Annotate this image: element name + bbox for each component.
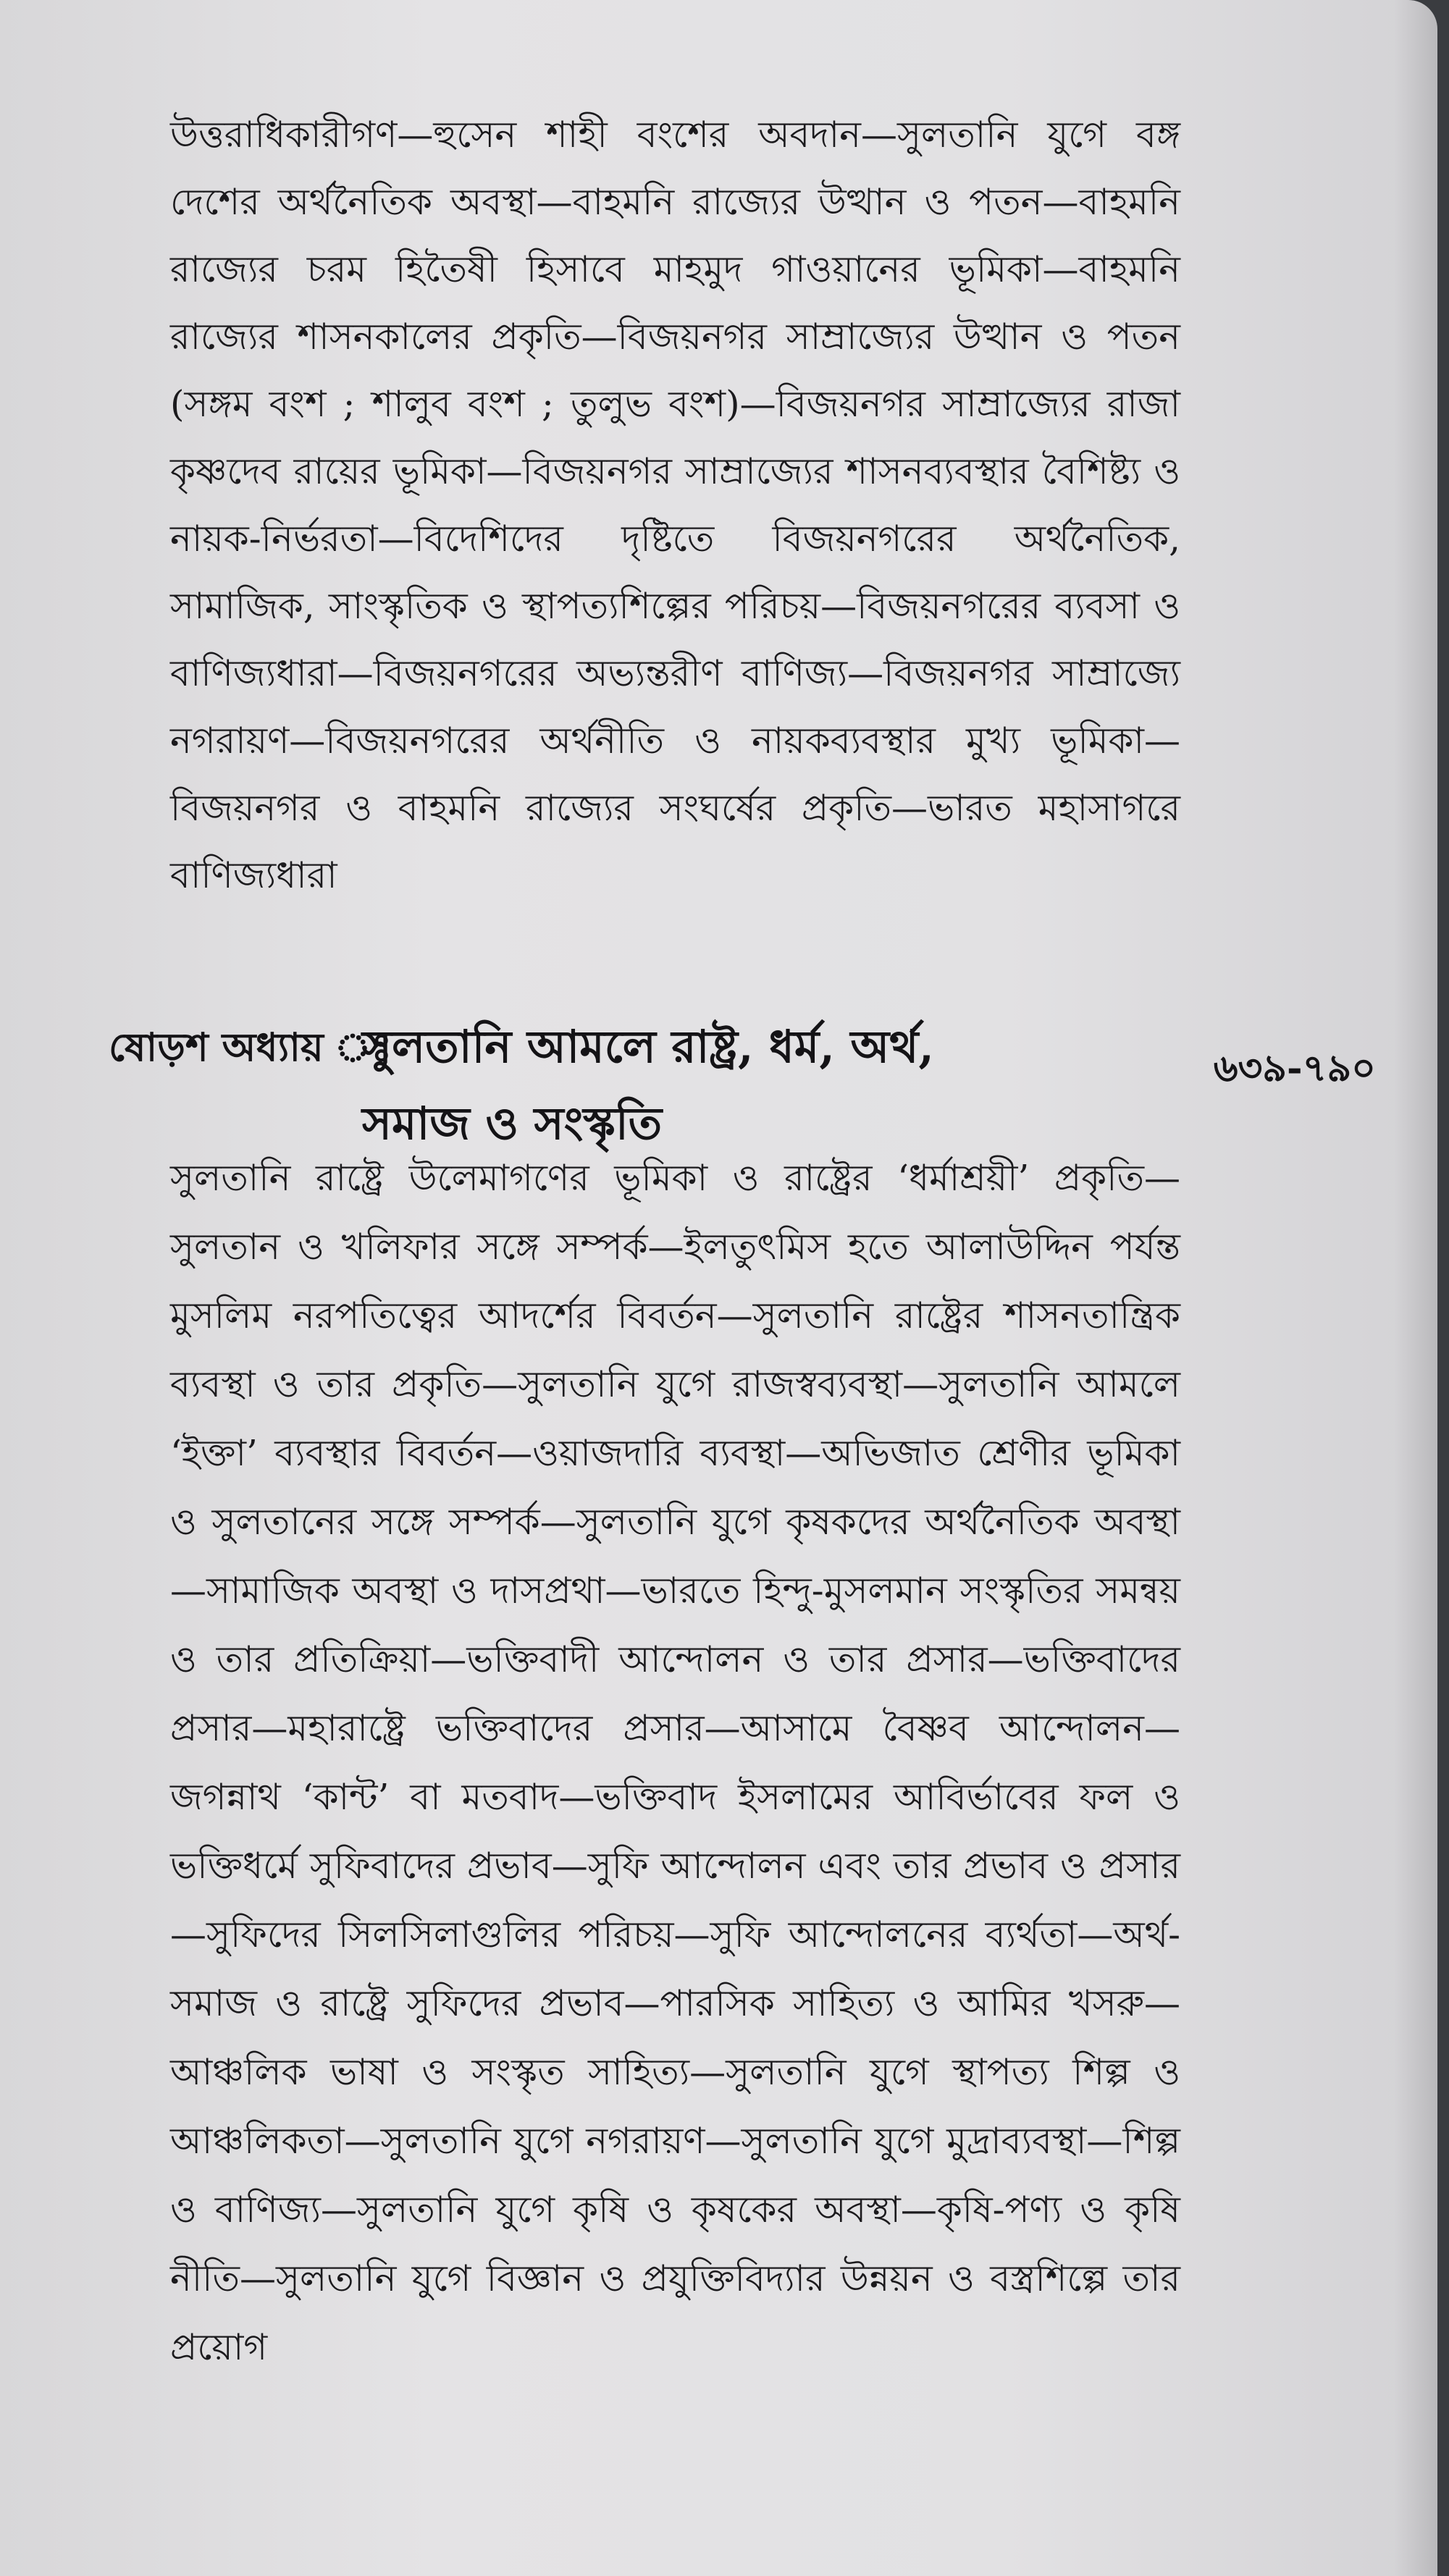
- chapter-page-range: ৬৩৯-৭৯০: [1213, 1046, 1376, 1090]
- chapter-heading: [109, 1017, 1376, 1162]
- chapter-title-line-2: সমাজ ও সংস্কৃতি: [362, 1097, 663, 1150]
- chapter-contents: সুলতানি রাষ্ট্রে উলেমাগণের ভূমিকা ও রাষ্ট্রের ‘ধর্মাশ্রয়ী’ প্রকৃতি—সুলতান ও খলিফার সঙ্গে সম্পর্ক—ইলতুৎমিস হতে আলাউদ্দিন পর্যন্ত মুসলিম নরপতিত্বের আদর্শের বিবর্তন—সুলতানি রাষ্ট্রের শাসনতান্ত্রিক ব্যবস্থা ও তার প্রকৃতি—সুলতানি যুগে রাজস্বব্যবস্থা—সুলতানি আমলে ‘ইক্তা’ ব্যবস্থার বিবর্তন—ওয়াজদারি ব্যবস্থা—অভিজাত শ্রেণীর ভূমিকা ও সুলতানের সঙ্গে সম্পর্ক—সুলতানি যুগে কৃষকদের অর্থনৈতিক অবস্থা—সামাজিক অবস্থা ও দাসপ্রথা—ভারতে হিন্দু-মুসলমান সংস্কৃতির সমন্বয় ও তার প্রতিক্রিয়া—ভক্তিবাদী আন্দোলন ও তার প্রসার—ভক্তিবাদের প্রসার—মহারাষ্ট্রে ভক্তিবাদের প্রসার—আসামে বৈষ্ণব আন্দোলন—জগন্নাথ ‘কান্ট’ বা মতবাদ—ভক্তিবাদ ইসলামের আবির্ভাবের ফল ও ভক্তিধর্মে সুফিবাদের প্রভাব—সুফি আন্দোলন এবং তার প্রভাব ও প্রসার—সুফিদের সিলসিলাগুলির পরিচয়—সুফি আন্দোলনের ব্যর্থতা—অর্থ-সমাজ ও রাষ্ট্রে সুফিদের প্রভাব—পারসিক সাহিত্য ও আমির খসরু—আঞ্চলিক ভাষা ও সংস্কৃত সাহিত্য—সুলতানি যুগে স্থাপত্য শিল্প ও আঞ্চলিকতা—সুলতানি যুগে নগরায়ণ—সুলতানি যুগে মুদ্রাব্যবস্থা—শিল্প ও বাণিজ্য—সুলতানি যুগে কৃষি ও কৃষকের অবস্থা—কৃষি-পণ্য ও কৃষি নীতি—সুলতানি যুগে বিজ্ঞান ও প্রযুক্তিবিদ্যার উন্নয়ন ও বস্ত্রশিল্পে তার প্রয়োগ: [170, 1157, 1180, 2368]
- chapter-title-line-1: সুলতানি আমলে রাষ্ট্র, ধর্ম, অর্থ,: [362, 1020, 934, 1073]
- page-edge-shadow: [1394, 0, 1437, 2576]
- previous-section-contents: উত্তরাধিকারীগণ—হুসেন শাহী বংশের অবদান—সুলতানি যুগে বঙ্গ দেশের অর্থনৈতিক অবস্থা—বাহমনি রাজ্যের উত্থান ও পতন—বাহমনি রাজ্যের চরম হিতৈষী হিসাবে মাহমুদ গাওয়ানের ভূমিকা—বাহমনি রাজ্যের শাসনকালের প্রকৃতি—বিজয়নগর সাম্রাজ্যের উত্থান ও পতন (সঙ্গম বংশ ; শালুব বংশ ; তুলুভ বংশ)—বিজয়নগর সাম্রাজ্যের রাজা কৃষ্ণদেব রায়ের ভূমিকা—বিজয়নগর সাম্রাজ্যের শাসনব্যবস্থার বৈশিষ্ট্য ও নায়ক-নির্ভরতা—বিদেশিদের দৃষ্টিতে বিজয়নগরের অর্থনৈতিক, সামাজিক, সাংস্কৃতিক ও স্থাপত্যশিল্পের পরিচয়—বিজয়নগরের ব্যবসা ও বাণিজ্যধারা—বিজয়নগরের অভ্যন্তরীণ বাণিজ্য—বিজয়নগর সাম্রাজ্যে নগরায়ণ—বিজয়নগরের অর্থনীতি ও নায়কব্যবস্থার মুখ্য ভূমিকা—বিজয়নগর ও বাহমনি রাজ্যের সংঘর্ষের প্রকৃতি—ভারত মহাসাগরে বাণিজ্যধারা: [170, 114, 1180, 896]
- chapter-number-label: ষোড়শ অধ্যায় ঃ: [109, 1024, 392, 1070]
